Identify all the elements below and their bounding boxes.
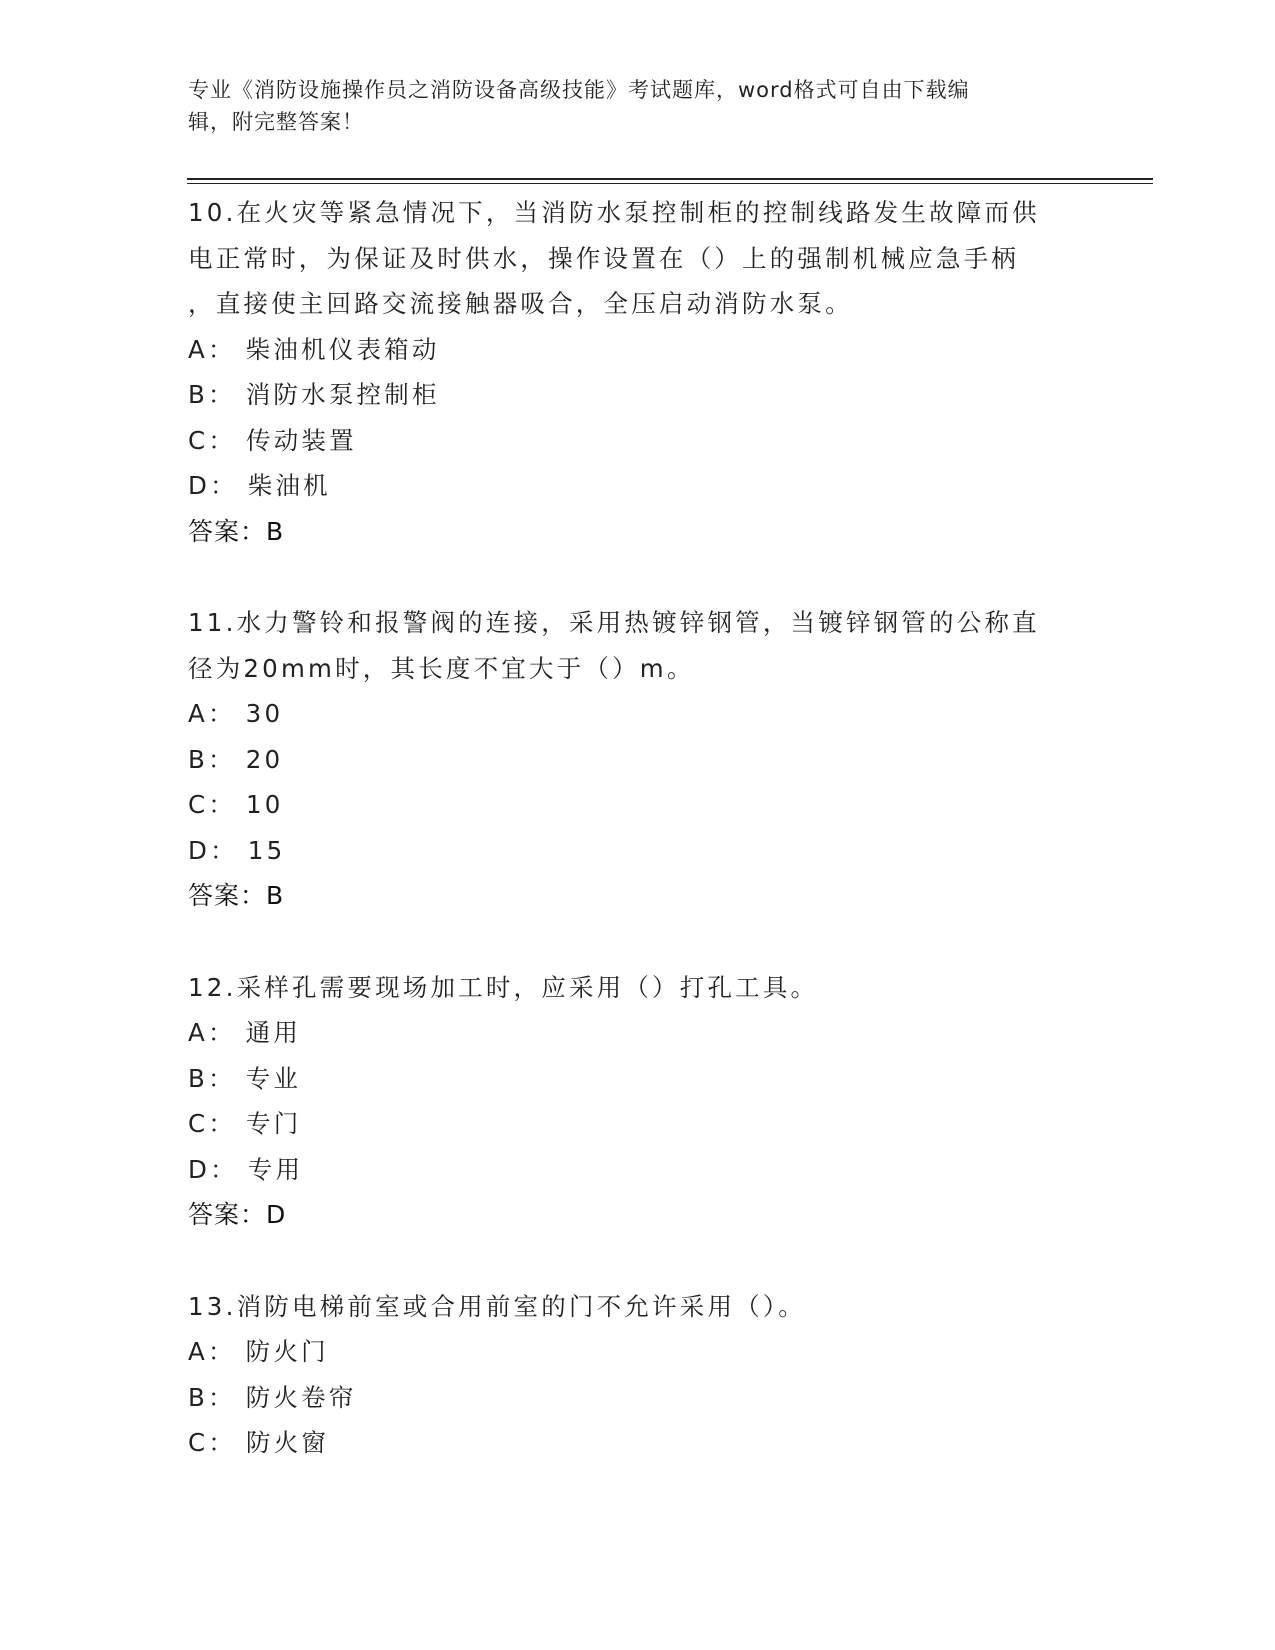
option-separator: ： (208, 1109, 237, 1138)
option-separator: ： (208, 1382, 236, 1412)
option-key: D (188, 1154, 211, 1184)
option-c (188, 782, 1088, 828)
option-c (188, 1101, 1088, 1147)
option-text: 30 (245, 699, 284, 728)
question-block (188, 965, 1088, 1238)
option-key: D (188, 471, 211, 500)
answer-line: 答案：B (188, 881, 285, 910)
question-text-line: ，直接使主回路交流接触器吸合，全压启动消防水泵。 (188, 289, 853, 318)
question-text-line: 13.消防电梯前室或合用前室的门不允许采用（）。 (188, 1291, 807, 1321)
question-list (188, 190, 1088, 1512)
option-a (188, 1010, 1088, 1056)
option-text: 15 (247, 835, 286, 865)
header-divider-thick (187, 178, 1153, 180)
option-separator: ： (207, 334, 236, 364)
option-separator: ： (208, 380, 236, 409)
option-separator: ： (208, 425, 237, 455)
option-a (188, 691, 1088, 737)
option-key: A (188, 1018, 208, 1047)
option-c (188, 1420, 1088, 1466)
option-separator: ： (207, 699, 236, 728)
option-separator: ： (207, 1337, 236, 1366)
question-block (188, 190, 1088, 554)
option-text: 通用 (245, 1018, 302, 1047)
option-text: 专业 (245, 1063, 302, 1093)
option-a (188, 1329, 1088, 1375)
option-key: B (188, 1063, 209, 1093)
question-text-line: 径为20mm时，其长度不宜大于（）m。 (188, 653, 695, 683)
option-d (188, 463, 1088, 509)
option-b (188, 1056, 1088, 1102)
option-text: 柴油机 (247, 471, 331, 500)
option-separator: ： (210, 1154, 238, 1184)
question-text-line: 12.采样孔需要现场加工时，应采用（）打孔工具。 (188, 972, 819, 1002)
question-text-line: 11.水力警铃和报警阀的连接，采用热镀锌钢管，当镀锌钢管的公称直 (188, 608, 1040, 637)
option-key: B (188, 380, 209, 409)
header-line-1: 专业《消防设施操作员之消防设备高级技能》考试题库，word格式可自由下载编 (188, 78, 970, 102)
question-block (188, 600, 1088, 919)
header-line-2: 辑，附完整答案！ (188, 110, 364, 134)
option-separator: ： (208, 790, 237, 819)
option-key: D (188, 835, 211, 865)
option-text: 防火窗 (246, 1428, 330, 1457)
option-text: 20 (245, 744, 284, 774)
option-c (188, 418, 1088, 464)
option-key: B (188, 1382, 209, 1412)
option-text: 专门 (246, 1109, 302, 1138)
answer-line: 答案：B (188, 516, 285, 546)
header-divider-thin (187, 183, 1153, 184)
option-key: C (188, 425, 209, 455)
option-b (188, 1375, 1088, 1421)
option-b (188, 372, 1088, 418)
option-a (188, 327, 1088, 373)
option-separator: ： (208, 1063, 236, 1093)
option-separator: ： (210, 471, 238, 500)
option-key: C (188, 1428, 209, 1457)
option-text: 消防水泵控制柜 (245, 380, 440, 409)
option-d (188, 1147, 1088, 1193)
option-separator: ： (207, 1018, 236, 1047)
option-text: 传动装置 (246, 425, 357, 455)
option-text: 防火门 (245, 1337, 329, 1366)
option-key: C (188, 1109, 209, 1138)
option-separator: ： (208, 744, 236, 774)
question-block (188, 1284, 1088, 1466)
option-key: C (188, 790, 209, 819)
document-header (188, 74, 1068, 138)
option-text: 专用 (247, 1154, 304, 1184)
option-key: B (188, 744, 209, 774)
answer-line: 答案：D (188, 1200, 287, 1229)
option-d (188, 828, 1088, 874)
option-text: 10 (246, 790, 284, 819)
option-separator: ： (208, 1428, 237, 1457)
option-key: A (188, 334, 208, 364)
option-key: A (188, 699, 208, 728)
option-separator: ： (210, 835, 238, 865)
option-key: A (188, 1337, 208, 1366)
option-b (188, 737, 1088, 783)
question-text-line: 电正常时，为保证及时供水，操作设置在（）上的强制机械应急手柄 (188, 243, 1019, 273)
option-text: 防火卷帘 (245, 1382, 357, 1412)
option-text: 柴油机仪表箱动 (245, 334, 440, 364)
question-text-line: 10.在火灾等紧急情况下，当消防水泵控制柜的控制线路发生故障而供 (188, 198, 1040, 227)
